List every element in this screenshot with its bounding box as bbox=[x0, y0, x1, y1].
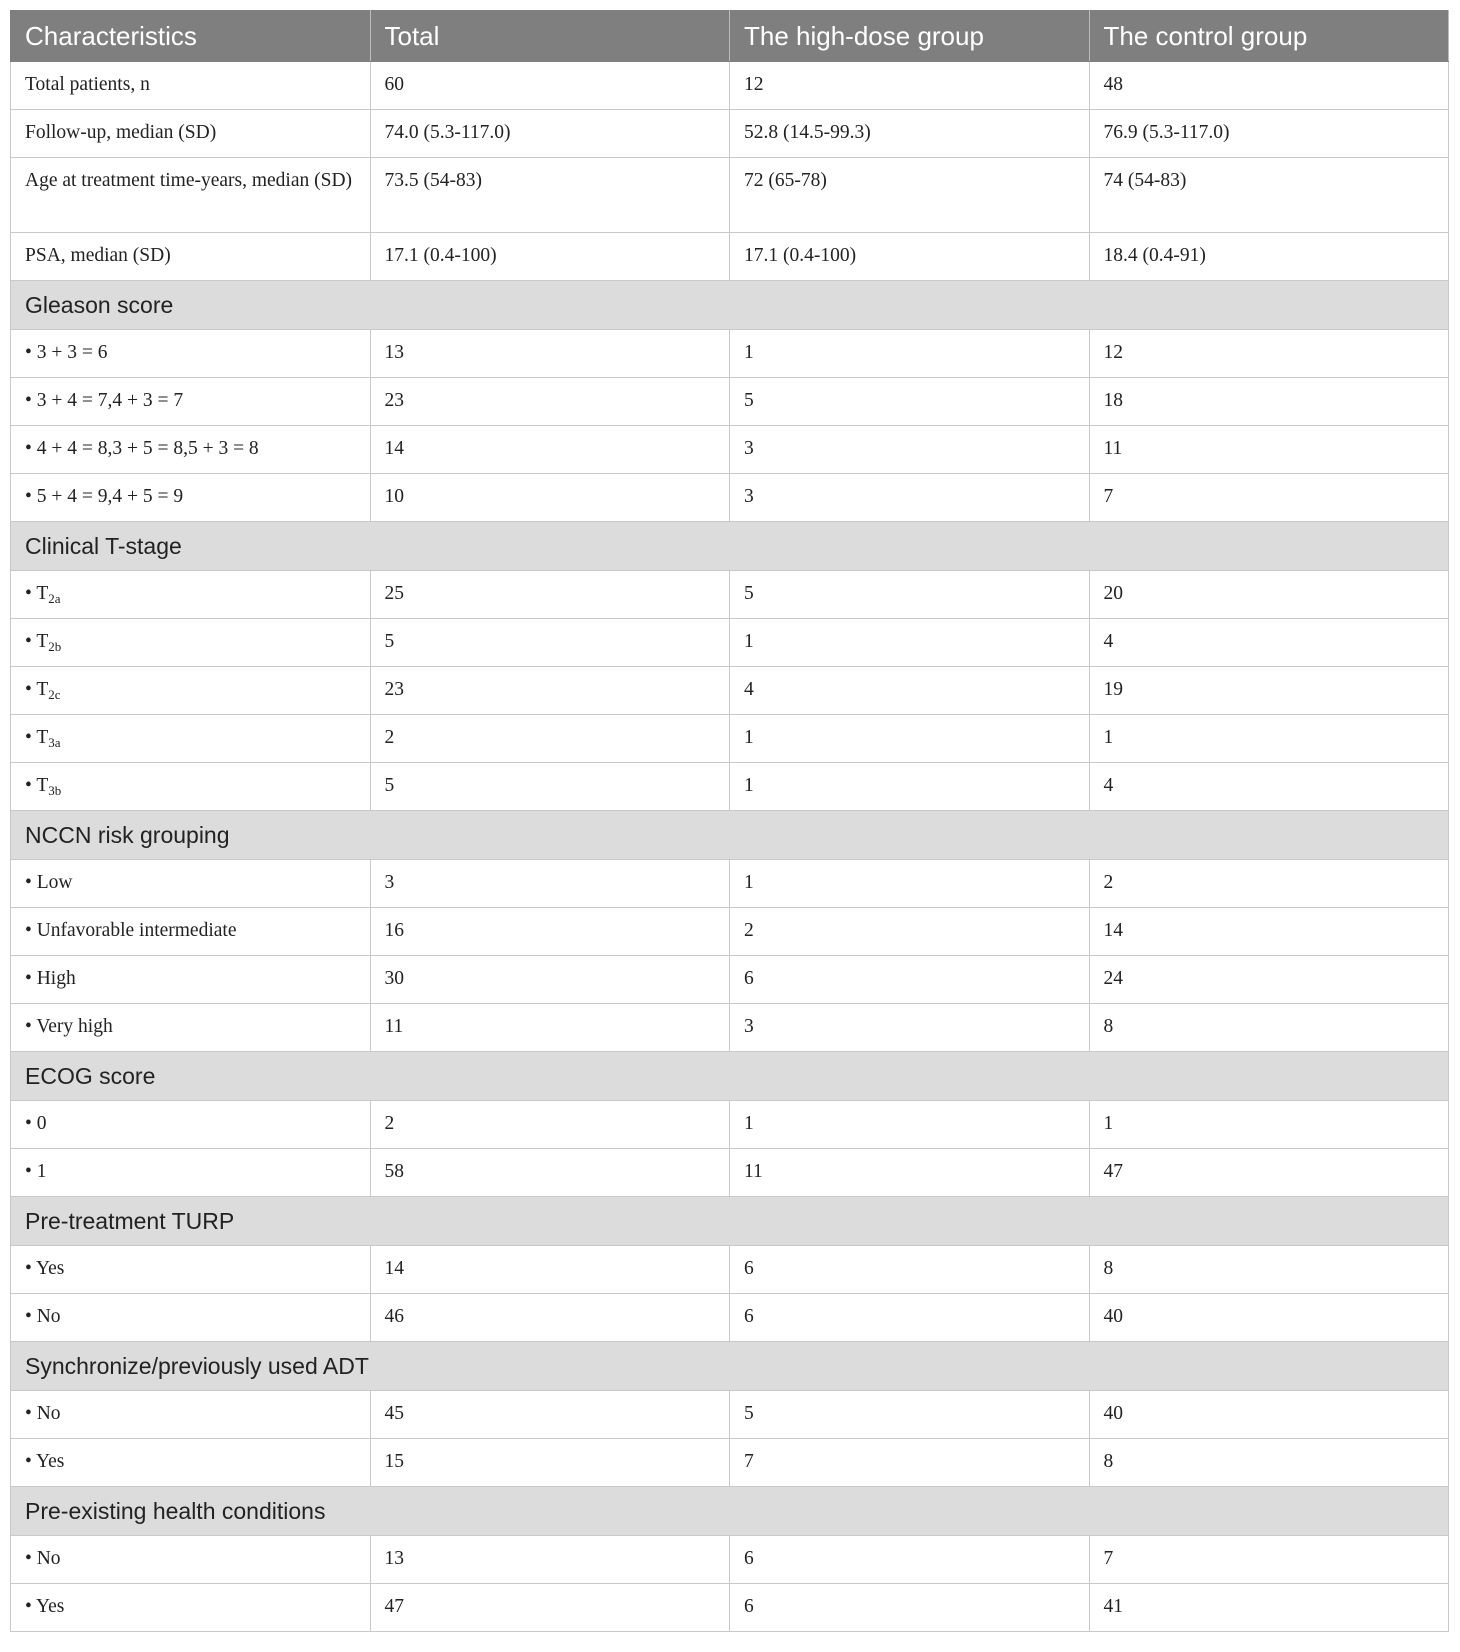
control-value: 18.4 (0.4-91) bbox=[1089, 233, 1449, 281]
table-row bbox=[11, 233, 1449, 281]
section-title: Synchronize/previously used ADT bbox=[11, 1342, 1449, 1391]
header-total: Total bbox=[370, 11, 730, 62]
high-dose-value: 3 bbox=[730, 1004, 1090, 1052]
row-label bbox=[11, 1536, 371, 1584]
total-value: 73.5 (54-83) bbox=[370, 158, 730, 233]
row-label-text: • T bbox=[25, 679, 49, 700]
row-label bbox=[11, 1391, 371, 1439]
high-dose-value: 52.8 (14.5-99.3) bbox=[730, 110, 1090, 158]
row-label bbox=[11, 378, 371, 426]
row-label-text: PSA, median (SD) bbox=[25, 245, 171, 266]
total-value: 25 bbox=[370, 571, 730, 619]
total-value: 23 bbox=[370, 378, 730, 426]
table-row bbox=[11, 860, 1449, 908]
row-label bbox=[11, 1584, 371, 1632]
row-label bbox=[11, 1101, 371, 1149]
table-row bbox=[11, 62, 1449, 110]
table-row bbox=[11, 1004, 1449, 1052]
table-row bbox=[11, 474, 1449, 522]
table-row bbox=[11, 1101, 1449, 1149]
header-characteristics: Characteristics bbox=[11, 11, 371, 62]
table-row bbox=[11, 1536, 1449, 1584]
high-dose-value: 3 bbox=[730, 426, 1090, 474]
row-label-text: Age at treatment time-years, median (SD) bbox=[25, 170, 353, 191]
control-value: 8 bbox=[1089, 1004, 1449, 1052]
table-row bbox=[11, 1149, 1449, 1197]
row-label bbox=[11, 667, 371, 715]
control-value: 18 bbox=[1089, 378, 1449, 426]
high-dose-value: 1 bbox=[730, 860, 1090, 908]
section-row bbox=[11, 522, 1449, 571]
total-value: 17.1 (0.4-100) bbox=[370, 233, 730, 281]
high-dose-value: 1 bbox=[730, 1101, 1090, 1149]
high-dose-value: 7 bbox=[730, 1439, 1090, 1487]
row-label-text: • T bbox=[25, 583, 49, 604]
stage-subscript: 3a bbox=[48, 735, 61, 750]
total-value: 30 bbox=[370, 956, 730, 1004]
high-dose-value: 6 bbox=[730, 1294, 1090, 1342]
section-row bbox=[11, 1052, 1449, 1101]
characteristics-table bbox=[10, 10, 1449, 1632]
total-value: 23 bbox=[370, 667, 730, 715]
total-value: 46 bbox=[370, 1294, 730, 1342]
row-label-text: • 0 bbox=[25, 1113, 47, 1134]
table-row bbox=[11, 619, 1449, 667]
total-value: 58 bbox=[370, 1149, 730, 1197]
row-label-text: • Very high bbox=[25, 1016, 113, 1037]
section-title: Pre-treatment TURP bbox=[11, 1197, 1449, 1246]
total-value: 47 bbox=[370, 1584, 730, 1632]
table-row bbox=[11, 158, 1449, 233]
row-label bbox=[11, 426, 371, 474]
row-label-text: • No bbox=[25, 1548, 61, 1569]
row-label bbox=[11, 158, 371, 233]
high-dose-value: 6 bbox=[730, 1246, 1090, 1294]
control-value: 74 (54-83) bbox=[1089, 158, 1449, 233]
section-title: Gleason score bbox=[11, 281, 1449, 330]
row-label bbox=[11, 330, 371, 378]
control-value: 14 bbox=[1089, 908, 1449, 956]
total-value: 5 bbox=[370, 763, 730, 811]
row-label bbox=[11, 619, 371, 667]
row-label-text: Follow-up, median (SD) bbox=[25, 122, 217, 143]
section-title: Pre-existing health conditions bbox=[11, 1487, 1449, 1536]
row-label-text: • Unfavorable intermediate bbox=[25, 920, 237, 941]
row-label-text: • No bbox=[25, 1403, 61, 1424]
total-value: 45 bbox=[370, 1391, 730, 1439]
row-label bbox=[11, 715, 371, 763]
control-value: 2 bbox=[1089, 860, 1449, 908]
stage-subscript: 2c bbox=[48, 687, 61, 702]
row-label-text: • T bbox=[25, 727, 49, 748]
row-label-text: • Yes bbox=[25, 1596, 65, 1617]
high-dose-value: 1 bbox=[730, 763, 1090, 811]
header-high-dose-group: The high-dose group bbox=[730, 11, 1090, 62]
total-value: 60 bbox=[370, 62, 730, 110]
row-label-text: • 4 + 4 = 8,3 + 5 = 8,5 + 3 = 8 bbox=[25, 438, 259, 459]
table-row bbox=[11, 956, 1449, 1004]
high-dose-value: 72 (65-78) bbox=[730, 158, 1090, 233]
row-label-text: • 1 bbox=[25, 1161, 47, 1182]
section-row bbox=[11, 281, 1449, 330]
section-row bbox=[11, 1197, 1449, 1246]
row-label bbox=[11, 908, 371, 956]
row-label-text: • Low bbox=[25, 872, 73, 893]
row-label bbox=[11, 474, 371, 522]
table-row bbox=[11, 571, 1449, 619]
row-label-text: • No bbox=[25, 1306, 61, 1327]
table-row bbox=[11, 1246, 1449, 1294]
row-label bbox=[11, 62, 371, 110]
row-label-text: • High bbox=[25, 968, 76, 989]
table-row bbox=[11, 763, 1449, 811]
control-value: 4 bbox=[1089, 619, 1449, 667]
control-value: 40 bbox=[1089, 1294, 1449, 1342]
control-value: 20 bbox=[1089, 571, 1449, 619]
row-label bbox=[11, 763, 371, 811]
control-value: 76.9 (5.3-117.0) bbox=[1089, 110, 1449, 158]
section-title: NCCN risk grouping bbox=[11, 811, 1449, 860]
total-value: 14 bbox=[370, 1246, 730, 1294]
row-label-text: Total patients, n bbox=[25, 74, 150, 95]
row-label bbox=[11, 1294, 371, 1342]
table-body bbox=[11, 62, 1449, 1632]
table-row bbox=[11, 1584, 1449, 1632]
total-value: 13 bbox=[370, 1536, 730, 1584]
row-label bbox=[11, 1149, 371, 1197]
total-value: 13 bbox=[370, 330, 730, 378]
header-control-group: The control group bbox=[1089, 11, 1449, 62]
section-row bbox=[11, 811, 1449, 860]
total-value: 10 bbox=[370, 474, 730, 522]
row-label bbox=[11, 1246, 371, 1294]
control-value: 48 bbox=[1089, 62, 1449, 110]
high-dose-value: 4 bbox=[730, 667, 1090, 715]
total-value: 16 bbox=[370, 908, 730, 956]
control-value: 24 bbox=[1089, 956, 1449, 1004]
stage-subscript: 2a bbox=[48, 591, 61, 606]
control-value: 4 bbox=[1089, 763, 1449, 811]
stage-subscript: 2b bbox=[48, 639, 62, 654]
high-dose-value: 1 bbox=[730, 330, 1090, 378]
table-row bbox=[11, 378, 1449, 426]
row-label-text: • 3 + 4 = 7,4 + 3 = 7 bbox=[25, 390, 184, 411]
stage-subscript: 3b bbox=[48, 783, 62, 798]
high-dose-value: 6 bbox=[730, 956, 1090, 1004]
total-value: 2 bbox=[370, 1101, 730, 1149]
total-value: 5 bbox=[370, 619, 730, 667]
section-title: Clinical T-stage bbox=[11, 522, 1449, 571]
header-row bbox=[11, 11, 1449, 62]
total-value: 3 bbox=[370, 860, 730, 908]
control-value: 7 bbox=[1089, 1536, 1449, 1584]
control-value: 7 bbox=[1089, 474, 1449, 522]
total-value: 11 bbox=[370, 1004, 730, 1052]
row-label bbox=[11, 1004, 371, 1052]
high-dose-value: 12 bbox=[730, 62, 1090, 110]
high-dose-value: 2 bbox=[730, 908, 1090, 956]
total-value: 74.0 (5.3-117.0) bbox=[370, 110, 730, 158]
high-dose-value: 17.1 (0.4-100) bbox=[730, 233, 1090, 281]
section-row bbox=[11, 1342, 1449, 1391]
row-label-text: • T bbox=[25, 631, 49, 652]
table-row bbox=[11, 667, 1449, 715]
total-value: 15 bbox=[370, 1439, 730, 1487]
total-value: 2 bbox=[370, 715, 730, 763]
control-value: 8 bbox=[1089, 1439, 1449, 1487]
table-row bbox=[11, 1391, 1449, 1439]
high-dose-value: 5 bbox=[730, 1391, 1090, 1439]
row-label bbox=[11, 1439, 371, 1487]
section-row bbox=[11, 1487, 1449, 1536]
control-value: 41 bbox=[1089, 1584, 1449, 1632]
row-label bbox=[11, 860, 371, 908]
high-dose-value: 3 bbox=[730, 474, 1090, 522]
control-value: 1 bbox=[1089, 715, 1449, 763]
table-header bbox=[11, 11, 1449, 62]
table-row bbox=[11, 1294, 1449, 1342]
high-dose-value: 6 bbox=[730, 1584, 1090, 1632]
row-label bbox=[11, 233, 371, 281]
row-label bbox=[11, 110, 371, 158]
high-dose-value: 11 bbox=[730, 1149, 1090, 1197]
table-row bbox=[11, 908, 1449, 956]
row-label-text: • 3 + 3 = 6 bbox=[25, 342, 108, 363]
high-dose-value: 1 bbox=[730, 619, 1090, 667]
table-row bbox=[11, 1439, 1449, 1487]
high-dose-value: 5 bbox=[730, 571, 1090, 619]
high-dose-value: 5 bbox=[730, 378, 1090, 426]
table-row bbox=[11, 426, 1449, 474]
total-value: 14 bbox=[370, 426, 730, 474]
row-label-text: • 5 + 4 = 9,4 + 5 = 9 bbox=[25, 486, 184, 507]
control-value: 47 bbox=[1089, 1149, 1449, 1197]
row-label bbox=[11, 571, 371, 619]
control-value: 1 bbox=[1089, 1101, 1449, 1149]
row-label-text: • Yes bbox=[25, 1258, 65, 1279]
table-row bbox=[11, 330, 1449, 378]
row-label-text: • Yes bbox=[25, 1451, 65, 1472]
table-row bbox=[11, 110, 1449, 158]
table-row bbox=[11, 715, 1449, 763]
control-value: 8 bbox=[1089, 1246, 1449, 1294]
control-value: 11 bbox=[1089, 426, 1449, 474]
row-label-text: • T bbox=[25, 775, 49, 796]
control-value: 19 bbox=[1089, 667, 1449, 715]
high-dose-value: 1 bbox=[730, 715, 1090, 763]
control-value: 40 bbox=[1089, 1391, 1449, 1439]
row-label bbox=[11, 956, 371, 1004]
control-value: 12 bbox=[1089, 330, 1449, 378]
high-dose-value: 6 bbox=[730, 1536, 1090, 1584]
section-title: ECOG score bbox=[11, 1052, 1449, 1101]
